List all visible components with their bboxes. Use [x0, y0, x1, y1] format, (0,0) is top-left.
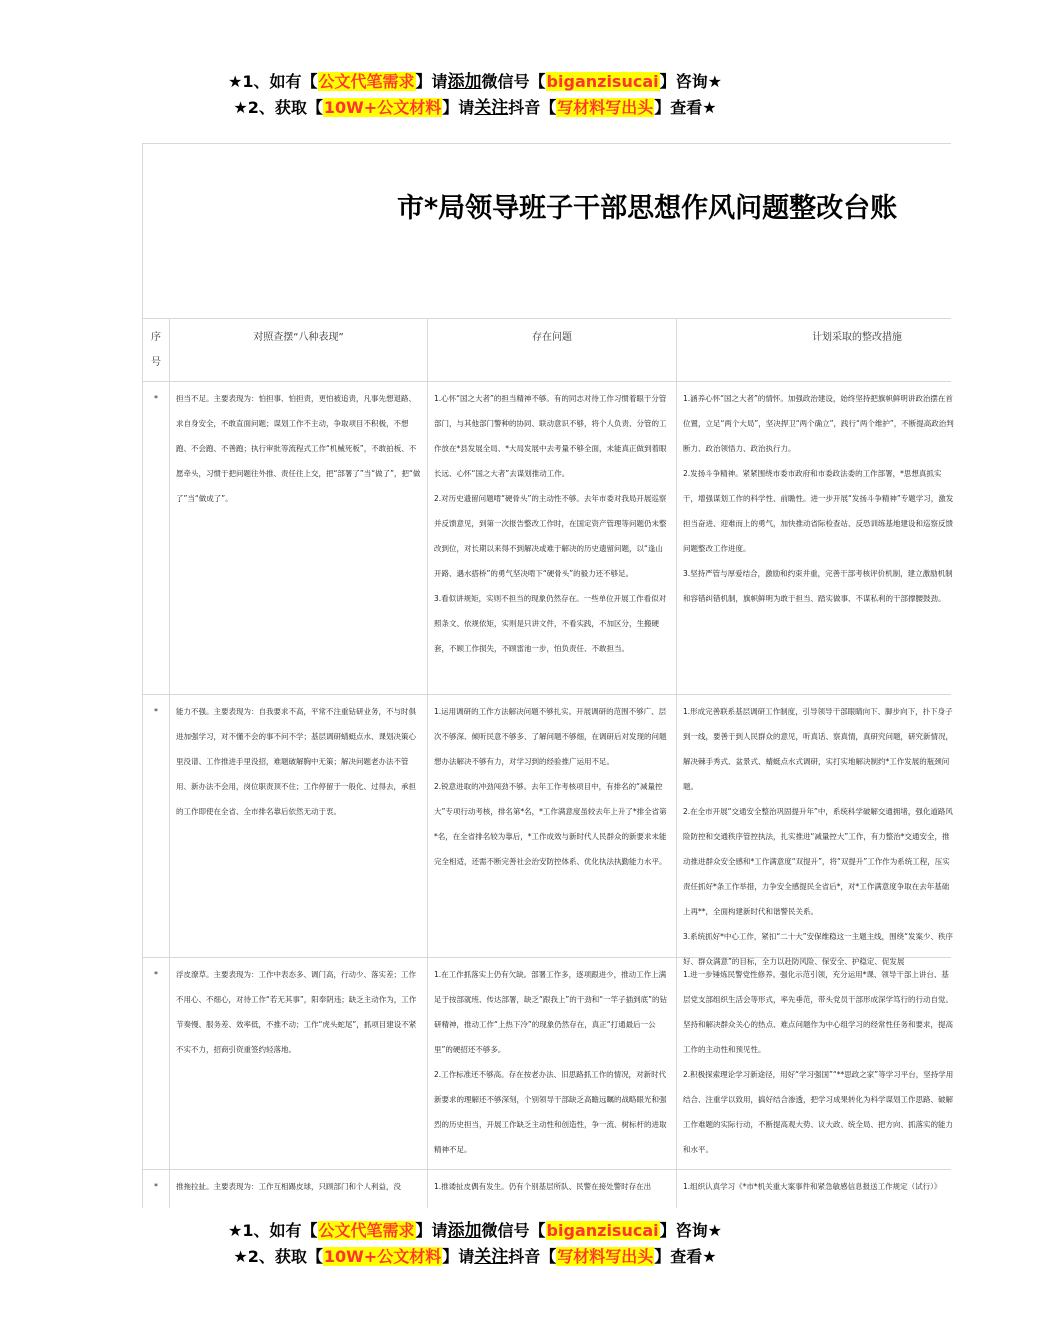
row-measures: 1.组织认真学习《*市*机关重大案事件和紧急敏感信息报送工作规定（试行）》: [683, 1182, 942, 1191]
table-row: [143, 695, 954, 966]
row-seq: *: [154, 707, 158, 716]
document-title: 市*局领导班子干部思想作风问题整改台账: [397, 193, 898, 224]
highlight-service: 公文代笔需求: [318, 1221, 415, 1240]
title-cell: [143, 144, 951, 319]
table-row: [143, 1170, 951, 1208]
banner-line-2: ★2、获取【10W+公文材料】请关注抖音【写材料写出头】查看★: [233, 98, 717, 118]
highlight-service: 公文代笔需求: [318, 72, 415, 91]
banner-line-2: ★2、获取【10W+公文材料】请关注抖音【写材料写出头】查看★: [233, 1247, 717, 1267]
highlight-materials: 10W+公文材料: [323, 98, 442, 117]
highlight-wechat-id: biganzisucai: [546, 72, 659, 91]
rectification-table: [142, 143, 954, 1208]
highlight-douyin: 写材料写出头: [557, 1247, 654, 1266]
header-seq: 序号: [151, 332, 161, 368]
highlight-materials: 10W+公文材料: [323, 1247, 442, 1266]
highlight-douyin: 写材料写出头: [557, 98, 654, 117]
highlight-wechat-id: biganzisucai: [546, 1221, 659, 1240]
row-behavior: 推拖拉扯。主要表现为：工作互相踢皮球，只顾部门和个人利益，没: [176, 1182, 401, 1191]
row-problem: 1.心怀“国之大者”的担当精神不够。有的同志对待工作习惯着眼于分管部门，与其他部门警种的协同、联动意识不够，将个人负责、分管的工作放在*县发展全局、*大局发展中去考量不够全面，未能真正做到着眼长远、心怀“国之大者”去谋划推动工作。 2.对历史遗留问题啃“硬骨头”的主动性不够。去年市委对我局开展巡察并反馈意见，到第一次报告整改工作时，在国定资产管理等问题仍未整改到位，对长期以来得不到解决或难于解决的历史遗留问题，以“逢山开路、遇水搭桥”的勇气坚决啃下“硬骨头”的毅力还不够足。 3.看似讲规矩，实则不担当的现象仍然存在。一些单位开展工作看似对照条文、依规依矩，实则是只讲文件，不看实践，不加区分，生搬硬套，不顾工作损失，不顾雷池一步，怕负责任、不敢担当。: [434, 394, 667, 653]
row-behavior: 能力不强。主要表现为：自我要求不高，平常不注重钻研业务，不与时俱进加强学习，对不懂不会的事不问不学；基层调研蜻蜓点水、课划决策心里没谱、工作推进手里没招，难题破解胸中无策；解决问题老办法不管用、新办法不会用，岗位职责顶不住；工作停留于一般化、过得去，承担的工作即使在全省、全市排名靠后依然无动于衷。: [176, 707, 416, 816]
row-measures: 1.进一步锤炼民警党性修养。强化示范引领，充分运用*课、领导干部上讲台、基层党支部组织生活会等形式，率先垂范，带头党员干部形成深学笃行的行动自觉。坚持和解决群众关心的热点、难点问题作为中心组学习的经常性任务和要求，提高工作的主动性和预见性。 2.积极探索理论学习新途径，用好“学习强国”“**思政之家”等学习平台，坚持学用结合、注重学以致用，搞好结合渗透，把学习成果转化为科学谋划工作思路、破解工作难题的实际行动，不断提高观大势、议大政、统全局、把方向、抓落实的能力和水平。: [683, 970, 954, 1154]
row-seq: *: [154, 970, 158, 979]
row-problem: 1.在工作抓落实上仍有欠缺。部署工作多，逐项跟进少，推动工作上满足于按部就班、传达部署，缺乏“跟我上”的干劲和“一竿子插到底”的钻研精神，推动工作“上热下冷”的现象仍然存在，真正“打通最后一公里”的硬招还不够多。 2.工作标准还不够高。存在按老办法、旧思路抓工作的情况，对新时代新要求的理解还不够深刻，个别领导干部缺乏高瞻远瞩的战略眼光和强烈的历史担当，开展工作缺乏主动性和创造性，争一流、树标杆的进取精神不足。: [434, 970, 668, 1154]
header-measures: 计划采取的整改措施: [812, 332, 902, 343]
banner-line-1: ★1、如有【公文代笔需求】请添加微信号【biganzisucai】咨询★: [228, 72, 722, 92]
banner-line-1: ★1、如有【公文代笔需求】请添加微信号【biganzisucai】咨询★: [228, 1221, 722, 1241]
header-problem: 存在问题: [532, 332, 572, 343]
table-header-row: [143, 319, 951, 382]
row-seq: *: [154, 1182, 158, 1191]
row-seq: *: [154, 394, 158, 403]
row-measures: 1.涵养心怀“国之大者”的情怀。加强政治建设，始终坚持把旗帜鲜明讲政治摆在首位置，立足“两个大局”，坚决捍卫“两个确立”，践行“两个维护”，不断提高政治判断力、政治领悟力、政治执行力。 2.发扬斗争精神。紧紧围绕市委市政府和市委政法委的工作部署，*思想真抓实干，增强谋划工作的科学性、前瞻性。进一步开展“发扬斗争精神”专题学习，激发担当奋进、迎难而上的勇气，加快推动省际检查站、反恐训练基地建设和巡察反馈问题整改工作进度。 3.坚持严管与厚爱结合，激励和约束并重，完善干部考核评价机制，建立激励机制和容错纠错机制，旗帜鲜明为敢于担当、踏实做事、不谋私利的干部撑腰鼓劲。: [683, 394, 954, 603]
row-problem: 1.推诿扯皮偶有发生。仍有个别基层所队、民警在接处警时存在出: [434, 1182, 652, 1191]
table-row: [143, 958, 954, 1170]
row-measures: 1.形成完善联系基层调研工作制度，引导领导干部眼睛向下、脚步向下，扑下身子到一线，要善于到人民群众的意见，听真话、察真情，真研究问题，研究新情况，解决棘手秀式、盆景式、蜻蜓点水式调研，实打实地解决制约*工作发展的瓶颈问题。 2.在全市开展“交通安全整治巩固提升年”中，系统科学破解交通拥堵，强化道路风险防控和交通秩序管控执法，扎实推进“减量控大”工作，有力整治*交通安全，推动推进群众安全感和*工作满意度“双提升”，将“双提升”工作作为系统工程，压实责任抓好*条工作举措，力争安全感提民全省后*，对*工作满意度争取在去年基础上再**，全面构建新时代和谐警民关系。 3.系统抓好*中心工作，紧扣“二十大”安保维稳这一主题主线，围绕“发案少、秩序好、群众满意”的目标，全力以赴防风险、保安全、护稳定、促发展: [683, 707, 954, 966]
row-problem: 1.运用调研的工作方法解决问题不够扎实。开展调研的范围不够广、层次不够深、倾听民意不够多、了解问题不够细，在调研后对发现的问题想办法解决不够有力，对学习到的经验推广运用不足。 2.锐意进取的冲劲闯劲不够。去年工作考核项目中，有排名的“减量控大”专项行动考核，排名第*名，*工作满意度虽较去年上升了*排全省第*名，在全省排名较为靠后，*工作成效与新时代人民群众的新要求未能完全相适，还需不断完善社会治安防控体系、优化执法执勤能力水平。: [434, 707, 667, 866]
row-behavior: 担当不足。主要表现为：怕担事、怕担责，更怕被追责，凡事先想退路、求自身安全，不敢直面问题；谋划工作不主动，争取项目不积极，不想跑、不会跑、不善跑；执行审批等流程式工作“机械死板”，不敢拍板、不愿牵头，习惯于把问题往外推、责任往上交，把“部署了”当“做了”，把“做了”当“做成了”。: [176, 394, 421, 503]
top-banner: [0, 69, 950, 121]
header-behavior: 对照查摆“八种表现”: [253, 332, 344, 343]
table-row: [143, 382, 954, 695]
row-behavior: 浮皮潦草。主要表现为：工作中表态多、调门高，行动少、落实差；工作不用心、不细心，对待工作“若无其事”，阳奉阴违；缺乏主动作为，工作节奏慢、服务差、效率低，不推不动；工作“虎头蛇尾”，抓项目建设不紧不实不力，招商引资重签约轻落地。: [176, 970, 417, 1054]
bottom-banner: [0, 1218, 950, 1270]
